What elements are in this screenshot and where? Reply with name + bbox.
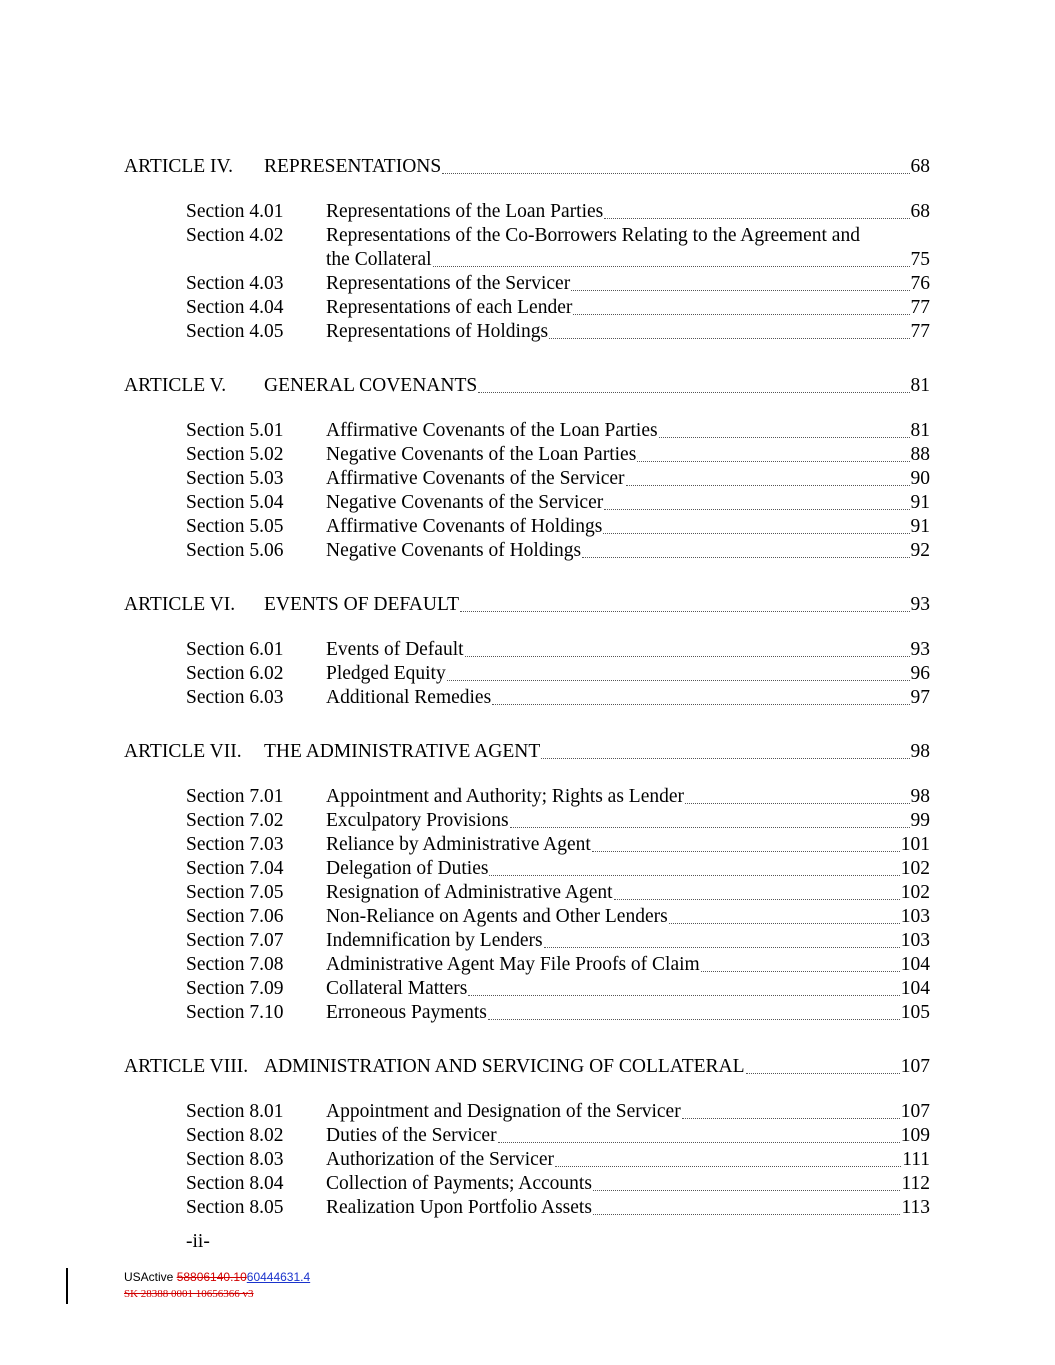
section-number: Section 7.05: [186, 882, 284, 903]
dot-leader: [573, 313, 909, 315]
section-title: Pledged Equity: [326, 663, 446, 684]
section-number: Section 5.04: [186, 492, 284, 513]
section-title: Affirmative Covenants of the Servicer: [326, 468, 625, 489]
section-page-number: 90: [910, 468, 930, 489]
toc-section-entry: [186, 881, 930, 905]
section-title: Authorization of the Servicer: [326, 1149, 554, 1170]
toc-section-entry: [186, 1001, 930, 1025]
dot-leader: [478, 391, 909, 393]
dot-leader: [510, 826, 910, 828]
dot-leader: [593, 1189, 901, 1191]
section-number: Section 8.04: [186, 1173, 284, 1194]
section-page-number: 77: [910, 321, 930, 342]
section-title: Negative Covenants of Holdings: [326, 540, 582, 561]
section-page-number: 93: [910, 639, 930, 660]
section-page-number: 111: [902, 1149, 930, 1170]
article-title: THE ADMINISTRATIVE AGENT: [264, 741, 541, 762]
toc-section-entry: [186, 419, 930, 443]
section-number: Section 7.04: [186, 858, 284, 879]
section-page-number: 103: [900, 930, 930, 951]
toc-section-entry: [186, 1124, 930, 1148]
section-number: Section 7.09: [186, 978, 284, 999]
section-page-number: 96: [910, 663, 930, 684]
section-number: Section 8.05: [186, 1197, 284, 1218]
article-page-number: 93: [910, 594, 930, 615]
section-title: Representations of each Lender: [326, 297, 573, 318]
section-page-number: 109: [900, 1125, 930, 1146]
toc-section-entry: [186, 638, 930, 662]
toc-article-entry: [124, 740, 930, 764]
dot-leader: [604, 508, 909, 510]
toc-section-entry: [186, 296, 930, 320]
toc-section-entry: [186, 539, 930, 563]
section-title: Realization Upon Portfolio Assets: [326, 1197, 592, 1218]
section-page-number: 101: [900, 834, 930, 855]
toc-section-entry: [186, 491, 930, 515]
article-page-number: 107: [900, 1056, 930, 1077]
doc-id-prefix: USActive: [124, 1270, 177, 1284]
section-title: Resignation of Administrative Agent: [326, 882, 613, 903]
section-number: Section 5.03: [186, 468, 284, 489]
dot-leader: [498, 1141, 900, 1143]
section-number: Section 6.02: [186, 663, 284, 684]
toc-section-entry: [186, 200, 930, 224]
toc-article-entry: [124, 1055, 930, 1079]
section-page-number: 102: [900, 858, 930, 879]
section-page-number: 81: [910, 420, 930, 441]
section-number: Section 7.08: [186, 954, 284, 975]
section-number: Section 4.01: [186, 201, 284, 222]
section-number: Section 5.05: [186, 516, 284, 537]
toc-section-entry: [186, 1196, 930, 1220]
dot-leader: [685, 802, 910, 804]
dot-leader: [637, 460, 909, 462]
section-page-number: 75: [910, 249, 930, 270]
toc-section-entry: [186, 785, 930, 809]
section-number: Section 4.03: [186, 273, 284, 294]
doc-id-inserted: 60444631.4: [246, 1270, 311, 1284]
dot-leader: [468, 994, 899, 996]
article-page-number: 81: [910, 375, 930, 396]
section-number: Section 8.02: [186, 1125, 284, 1146]
section-number: Section 4.02: [186, 225, 284, 246]
dot-leader: [682, 1117, 900, 1119]
dot-leader: [555, 1165, 901, 1167]
section-title: Affirmative Covenants of Holdings: [326, 516, 603, 537]
article-number: ARTICLE V.: [124, 375, 227, 396]
section-title: Negative Covenants of the Loan Parties: [326, 444, 637, 465]
section-number: Section 7.06: [186, 906, 284, 927]
document-id: [124, 1270, 310, 1285]
toc-section-entry: [186, 977, 930, 1001]
section-title: Non-Reliance on Agents and Other Lenders: [326, 906, 668, 927]
dot-leader: [544, 946, 900, 948]
section-title: Indemnification by Lenders: [326, 930, 543, 951]
toc-section-entry: [186, 467, 930, 491]
toc-section-entry: [186, 320, 930, 344]
section-title: Affirmative Covenants of the Loan Parties: [326, 420, 658, 441]
table-of-contents: [0, 155, 1055, 1220]
dot-leader: [549, 337, 909, 339]
toc-section-entry: [186, 1172, 930, 1196]
section-number: Section 6.01: [186, 639, 284, 660]
section-title: Negative Covenants of the Servicer: [326, 492, 604, 513]
section-title: Collateral Matters: [326, 978, 468, 999]
section-number: Section 8.01: [186, 1101, 284, 1122]
section-title: Appointment and Designation of the Servicer: [326, 1101, 681, 1122]
dot-leader: [701, 970, 900, 972]
section-number: Section 7.07: [186, 930, 284, 951]
section-number: Section 4.04: [186, 297, 284, 318]
section-page-number: 91: [910, 492, 930, 513]
toc-section-entry: [186, 857, 930, 881]
article-number: ARTICLE VIII.: [124, 1056, 249, 1077]
doc-id-deleted: 58806140.10: [176, 1270, 247, 1284]
toc-section-entry: [186, 686, 930, 710]
dot-leader: [669, 922, 900, 924]
dot-leader: [433, 265, 910, 267]
dot-leader: [489, 874, 899, 876]
section-number: Section 7.01: [186, 786, 284, 807]
article-page-number: 68: [910, 156, 930, 177]
toc-article-entry: [124, 593, 930, 617]
section-title: Additional Remedies: [326, 687, 492, 708]
dot-leader: [614, 898, 900, 900]
dot-leader: [592, 850, 900, 852]
section-number: Section 8.03: [186, 1149, 284, 1170]
section-page-number: 88: [910, 444, 930, 465]
dot-leader: [492, 703, 909, 705]
dot-leader: [541, 757, 909, 759]
section-title: Events of Default: [326, 639, 464, 660]
section-page-number: 68: [910, 201, 930, 222]
section-number: Section 7.10: [186, 1002, 284, 1023]
dot-leader: [582, 556, 909, 558]
section-title: Representations of the Co-Borrowers Relating to the Agreement and: [326, 225, 860, 246]
article-title: EVENTS OF DEFAULT: [264, 594, 460, 615]
page-number: -ii-: [186, 1231, 210, 1252]
dot-leader: [659, 436, 910, 438]
dot-leader: [465, 655, 910, 657]
change-bar: [66, 1268, 68, 1304]
dot-leader: [442, 172, 909, 174]
section-number: Section 6.03: [186, 687, 284, 708]
toc-section-entry: [186, 953, 930, 977]
section-title-continued: the Collateral: [326, 249, 432, 270]
dot-leader: [593, 1213, 901, 1215]
section-page-number: 91: [910, 516, 930, 537]
section-page-number: 105: [900, 1002, 930, 1023]
section-title: Representations of the Servicer: [326, 273, 571, 294]
section-title: Erroneous Payments: [326, 1002, 487, 1023]
toc-section-entry: [186, 515, 930, 539]
toc-section-entry: [186, 833, 930, 857]
dot-leader: [460, 610, 909, 612]
section-title: Duties of the Servicer: [326, 1125, 497, 1146]
section-title: Delegation of Duties: [326, 858, 489, 879]
toc-section-entry: [186, 809, 930, 833]
toc-section-entry: [186, 272, 930, 296]
section-page-number: 92: [910, 540, 930, 561]
section-title: Collection of Payments; Accounts: [326, 1173, 592, 1194]
section-number: Section 4.05: [186, 321, 284, 342]
dot-leader: [746, 1072, 900, 1074]
section-page-number: 77: [910, 297, 930, 318]
section-page-number: 99: [910, 810, 930, 831]
document-id-deleted-line: SK 28388 0001 10656366 v3: [124, 1288, 254, 1300]
section-page-number: 76: [910, 273, 930, 294]
section-title: Appointment and Authority; Rights as Lender: [326, 786, 684, 807]
section-title: Exculpatory Provisions: [326, 810, 509, 831]
section-page-number: 113: [901, 1197, 930, 1218]
article-title: GENERAL COVENANTS: [264, 375, 478, 396]
article-page-number: 98: [910, 741, 930, 762]
article-title: REPRESENTATIONS: [264, 156, 442, 177]
section-number: Section 5.02: [186, 444, 284, 465]
dot-leader: [626, 484, 910, 486]
section-page-number: 98: [910, 786, 930, 807]
section-number: Section 5.06: [186, 540, 284, 561]
article-title: ADMINISTRATION AND SERVICING OF COLLATERAL: [264, 1056, 745, 1077]
section-page-number: 103: [900, 906, 930, 927]
section-number: Section 7.03: [186, 834, 284, 855]
section-page-number: 104: [900, 954, 930, 975]
toc-section-entry: [186, 662, 930, 686]
toc-article-entry: [124, 155, 930, 179]
section-page-number: 107: [900, 1101, 930, 1122]
toc-section-entry: [186, 929, 930, 953]
section-title: Representations of the Loan Parties: [326, 201, 604, 222]
dot-leader: [488, 1018, 900, 1020]
toc-section-entry: [186, 1148, 930, 1172]
section-number: Section 7.02: [186, 810, 284, 831]
toc-article-entry: [124, 374, 930, 398]
article-number: ARTICLE VI.: [124, 594, 236, 615]
article-number: ARTICLE IV.: [124, 156, 233, 177]
article-number: ARTICLE VII.: [124, 741, 242, 762]
section-number: Section 5.01: [186, 420, 284, 441]
toc-section-entry: [186, 1100, 930, 1124]
section-page-number: 104: [900, 978, 930, 999]
section-page-number: 97: [910, 687, 930, 708]
dot-leader: [603, 532, 909, 534]
dot-leader: [604, 217, 909, 219]
section-page-number: 112: [901, 1173, 930, 1194]
dot-leader: [447, 679, 910, 681]
toc-section-entry: [186, 224, 930, 272]
dot-leader: [571, 289, 909, 291]
section-title: Representations of Holdings: [326, 321, 549, 342]
toc-section-entry: [186, 443, 930, 467]
section-title: Administrative Agent May File Proofs of Claim: [326, 954, 700, 975]
section-title: Reliance by Administrative Agent: [326, 834, 591, 855]
section-page-number: 102: [900, 882, 930, 903]
toc-section-entry: [186, 905, 930, 929]
